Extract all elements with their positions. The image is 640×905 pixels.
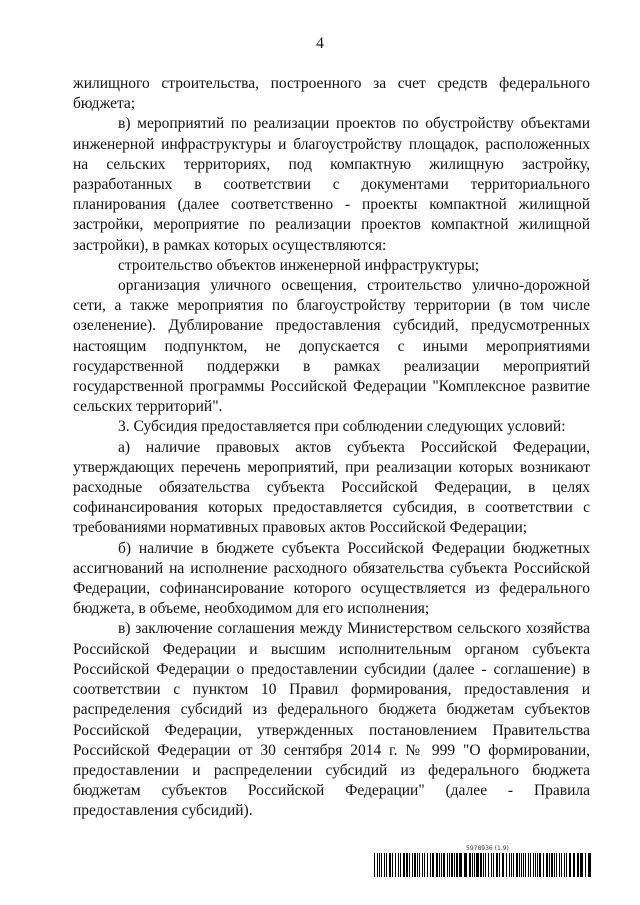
paragraph-item-v-projects: в) мероприятий по реализации проектов по обустройству объектами инженерной инфраструктуры и благоустройству площадок, расположенных на сельских территориях, под компактную жилищную застройку, разработанных в соответствии с документами территориального планирования (далее соответственно - проекты компактной жилищной застройки, мероприятие по реализации проектов компактной жилищной застройки), в рамках которых осуществляются:	[73, 115, 590, 254]
barcode-icon	[374, 853, 592, 877]
page-number: 4	[316, 35, 324, 52]
paragraph-condition-b: б) наличие в бюджете субъекта Российской Федерации бюджетных ассигнований на исполнение расходного обязательства субъекта Российской Федерации, софинансирование которого осуществляется из федерального бюджета, в объеме, необходимом для его исполнения;	[73, 539, 590, 618]
paragraph-housing-continuation: жилищного строительства, построенного за счет средств федерального бюджета;	[73, 75, 590, 113]
paragraph-condition-a: а) наличие правовых актов субъекта Российской Федерации, утверждающих перечень мероприятий, при реализации которых возникают расходные обязательства субъекта Российской Федерации, в целях софинансирования которых предоставляется субсидия, в соответствии с требованиями нормативных правовых актов Российской Федерации;	[73, 438, 590, 537]
paragraph-condition-v: в) заключение соглашения между Министерством сельского хозяйства Российской Федерации и высшим исполнительным органом субъекта Российской Федерации о предоставлении субсидии (далее - соглашение) в соответствии с пунктом 10 Правил формирования, предоставления и распределения субсидий из федерального бюджета бюджетам субъектов Российской Федерации, утвержденных постановлением Правительства Российской Федерации от 30 сентября 2014 г. № 999 "О формировании, предоставлении и распределении субсидий из федерального бюджета бюджетам субъектов Российской Федерации" (далее - Правила предоставления субсидий).	[73, 620, 590, 820]
paragraph-street-lighting: организация уличного освещения, строительство улично-дорожной сети, а также мероприятия по благоустройству территории (в том числе озеленение). Дублирование предоставления субсидий, предусмотренных настоящим подпунктом, не допускается с иными мероприятиями государственной поддержки в рамках реализации мероприятий государственной программы Российской Федерации "Комплексное развитие сельских территорий".	[73, 277, 590, 416]
paragraph-section-3-conditions: 3. Субсидия предоставляется при соблюдении следующих условий:	[118, 418, 566, 436]
paragraph-infrastructure: строительство объектов инженерной инфраструктуры;	[118, 256, 480, 274]
document-body	[73, 74, 590, 822]
barcode-caption: 5978936 (1.9)	[466, 845, 509, 852]
